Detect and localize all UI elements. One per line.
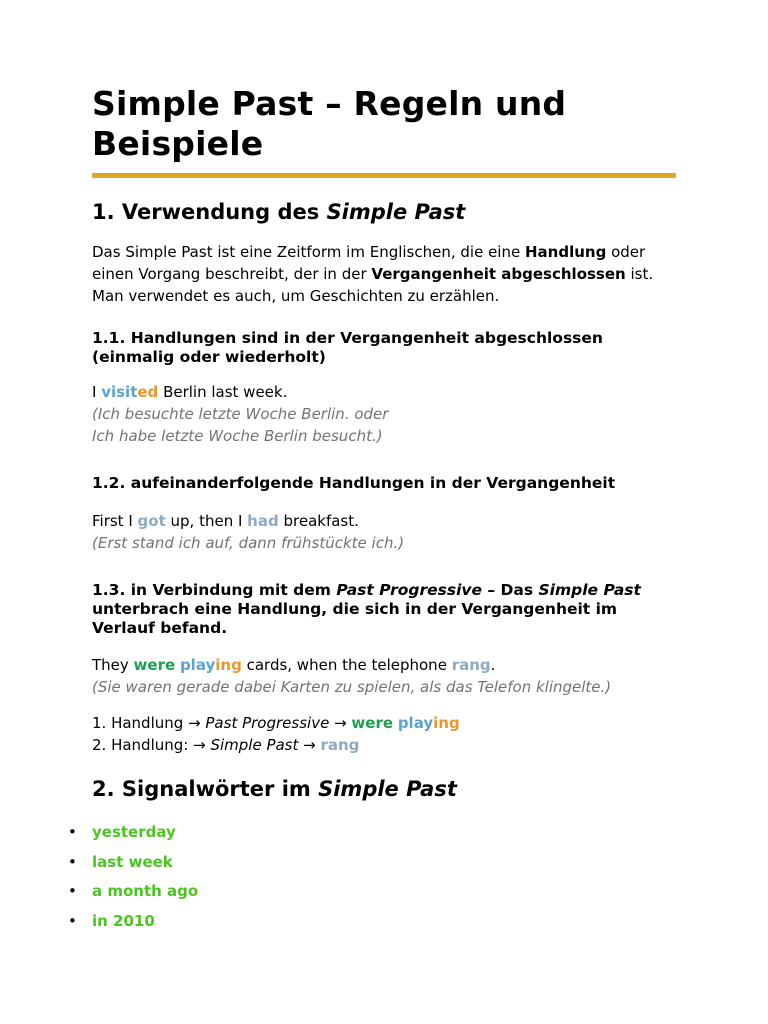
- subsection-1-3-heading: 1.3. in Verbindung mit dem Past Progressive – Das Simple Past unterbrach eine Handlung, die sich in der Vergangenheit im Verlauf befand.: [92, 581, 641, 637]
- signal-word-list: [68, 818, 682, 936]
- translation-1-1: (Ich besuchte letzte Woche Berlin. oder Ich habe letzte Woche Berlin besucht.): [92, 405, 389, 445]
- verb-ending: ing: [433, 714, 460, 732]
- page-title: [92, 84, 682, 164]
- section-1-heading: 1. Verwendung des Simple Past: [92, 200, 466, 224]
- example-1-1: I visited Berlin last week.: [92, 383, 288, 401]
- auxiliary-verb: were: [133, 656, 176, 674]
- bullet: •: [68, 852, 77, 871]
- page-title-line-1: Simple Past – Regeln und: [92, 84, 567, 123]
- subsection-1-2-heading: 1.2. aufeinanderfolgende Handlungen in der Vergangenheit: [92, 474, 616, 492]
- verb-ending: ed: [137, 383, 159, 401]
- rule-line-2: 2. Handlung: → Simple Past → rang: [92, 736, 360, 754]
- example-1-3: They were playing cards, when the telephone rang.: [92, 656, 496, 674]
- bullet: •: [68, 911, 77, 930]
- auxiliary-verb: were: [351, 714, 394, 732]
- verb-stem: play: [397, 714, 434, 732]
- rule-line-1: 1. Handlung → Past Progressive → were playing: [92, 714, 460, 732]
- irregular-verb: rang: [451, 656, 491, 674]
- section-1-intro: Das Simple Past ist eine Zeitform im Englischen, die eine Handlung oder einen Vorgang beschreibt, der in der Vergangenheit abgeschlossen ist. Man verwendet es auch, um Geschichten zu erzählen.: [92, 243, 654, 305]
- list-item: • a month ago: [92, 877, 682, 907]
- list-item: • last week: [92, 848, 682, 878]
- page-title-line-2: Beispiele: [92, 124, 264, 163]
- subsection-1-1-heading: 1.1. Handlungen sind in der Vergangenheit abgeschlossen (einmalig oder wiederholt): [92, 329, 603, 366]
- irregular-verb: had: [247, 512, 279, 530]
- bullet: •: [68, 823, 77, 841]
- translation-1-3: (Sie waren gerade dabei Karten zu spielen, als das Telefon klingelte.): [92, 678, 612, 696]
- document-content: [68, 84, 682, 936]
- irregular-verb: got: [137, 512, 166, 530]
- list-item: • in 2010: [92, 907, 682, 937]
- section-2-heading: 2. Signalwörter im Simple Past: [92, 777, 457, 801]
- translation-1-2: (Erst stand ich auf, dann frühstückte ich.): [92, 534, 405, 552]
- verb-stem: play: [179, 656, 216, 674]
- verb-stem: visit: [101, 383, 138, 401]
- irregular-verb: rang: [320, 736, 360, 754]
- title-divider: [92, 173, 676, 178]
- list-item: • yesterday: [92, 818, 682, 848]
- example-1-2: First I got up, then I had breakfast.: [92, 512, 359, 530]
- bullet: •: [68, 882, 77, 900]
- verb-ending: ing: [215, 656, 242, 674]
